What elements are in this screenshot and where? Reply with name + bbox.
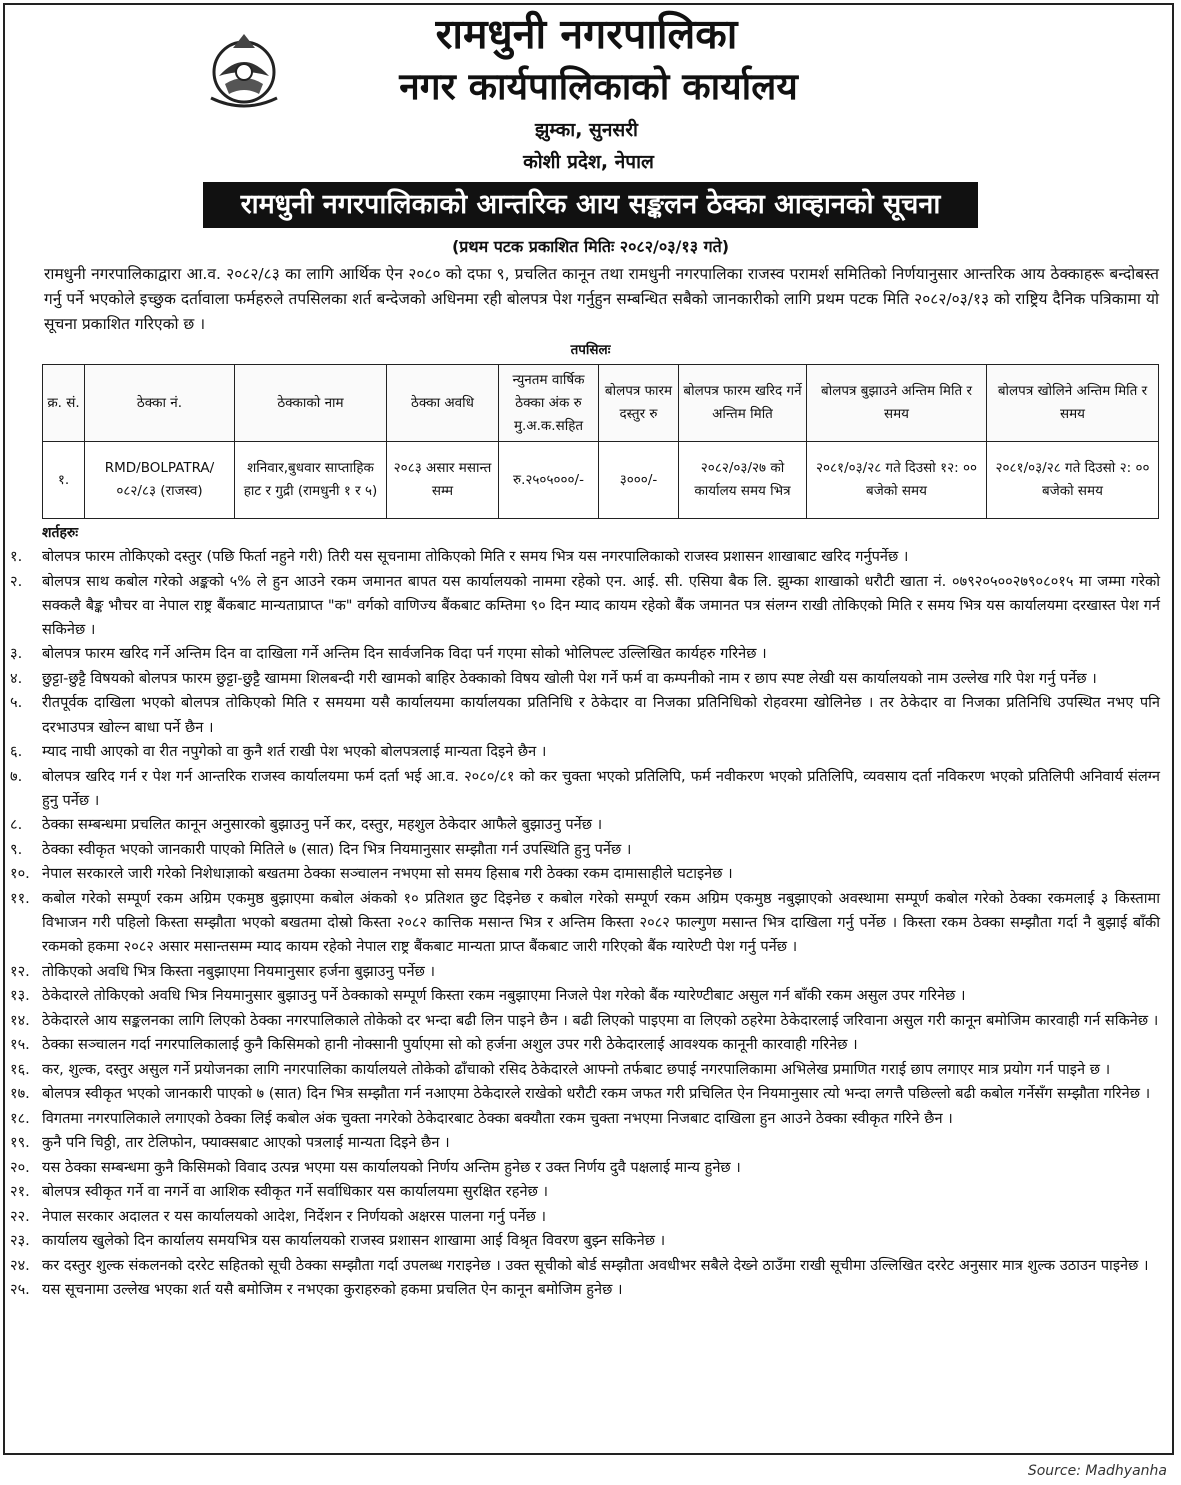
- term-number: २.: [10, 572, 23, 590]
- col-serial: क्र. सं.: [43, 365, 85, 442]
- term-text: ठेकेदारले तोकिएको अवधि भित्र नियमानुसार बुझाउनु पर्ने ठेक्काको सम्पूर्ण किस्ता रकम नबुझाएमा निजले पेश गरेको बैंक ग्यारेण्टीबाट असुल गर्न बाँकी रकम असुल उपर गरिनेछ ।: [42, 987, 966, 1005]
- col-opening-date: बोलपत्र खोलिने अन्तिम मिति र समय: [987, 365, 1159, 442]
- list-item: [10, 1205, 1160, 1229]
- term-text: बोलपत्र फारम खरिद गर्ने अन्तिम दिन वा दाखिला गर्ने अन्तिम दिन सार्वजनिक विदा पर्न गएमा सोको भोलिपल्ट उल्लिखित कार्यहरु गरिनेछ ।: [42, 645, 767, 663]
- term-text: कार्यालय खुलेको दिन कार्यालय समयभित्र यस कार्यालयको राजस्व प्रशासन शाखामा आई विश्रृत विवरण बुझ्न सकिनेछ ।: [42, 1232, 666, 1250]
- term-number: १९.: [10, 1134, 30, 1152]
- term-text: ठेकेदारले आय सङ्कलनका लागि लिएको ठेक्का नगरपालिकाले तोकेको दर भन्दा बढी लिन पाइने छैन । बढी लिएको पाइएमा वा लिएको ठहरेमा ठेकेदारलाई जरिवाना असुल गरी कानून बमोजिम कारवाही गर्न सकिनेछ ।: [42, 1011, 1159, 1029]
- office-province: कोशी प्रदेश, नेपाल: [523, 151, 654, 173]
- list-item: [10, 960, 1160, 984]
- list-item: [10, 1156, 1160, 1180]
- table-header-row: [43, 365, 1159, 442]
- list-item: [10, 838, 1160, 862]
- term-number: १७.: [10, 1085, 30, 1103]
- list-item: [10, 642, 1160, 666]
- term-text: कुनै पनि चिठ्ठी, तार टेलिफोन, फ्याक्सबाट आएको पत्रलाई मान्यता दिइने छैन ।: [42, 1134, 450, 1152]
- office-name: नगर कार्यपालिकाको कार्यालय: [399, 65, 798, 108]
- col-contract-name: ठेक्काको नाम: [235, 365, 387, 442]
- term-number: ९.: [10, 840, 23, 858]
- term-number: ३.: [10, 645, 23, 663]
- term-number: २५.: [10, 1281, 30, 1299]
- term-text: यस सूचनामा उल्लेख भएका शर्त यसै बमोजिम र नभएका कुराहरुको हकमा प्रचलित ऐन कानून बमोजिम हुनेछ ।: [42, 1281, 623, 1299]
- list-item: [10, 1180, 1160, 1204]
- term-text: ठेक्का सम्बन्धमा प्रचलित कानून अनुसारको बुझाउनु पर्ने कर, दस्तुर, महशुल ठेकेदार आफैले बुझाउनु पर्नेछ ।: [42, 816, 603, 834]
- cell-submit-deadline: २०८१/०३/२८ गते दिउसो १२: ०० बजेको समय: [807, 442, 987, 519]
- cell-contract-name: शनिवार,बुधवार साप्ताहिक हाट र गुद्री (रामधुनी १ र ५): [235, 442, 387, 519]
- col-min-amount: न्युनतम वार्षिक ठेक्का अंक रु मु.अ.क.सहित: [499, 365, 599, 442]
- term-text: नेपाल सरकार अदालत र यस कार्यालयको आदेश, निर्देशन र निर्णयको अक्षरस पालना गर्नु पर्नेछ ।: [42, 1207, 547, 1225]
- term-text: नेपाल सरकारले जारी गरेको निशेधाज्ञाको बखतमा ठेक्का सञ्चालन नभएमा सो समय हिसाब गरी ठेक्का रकम दामासाहीले घटाइनेछ ।: [42, 865, 733, 883]
- term-number: ८.: [10, 816, 23, 834]
- term-number: १५.: [10, 1036, 30, 1054]
- term-number: १६.: [10, 1060, 30, 1078]
- intro-paragraph: रामधुनी नगरपालिकाद्वारा आ.व. २०८२/८३ का लागि आर्थिक ऐन २०८० को दफा ९, प्रचलित कानून तथा रामधुनी नगरपालिका राजस्व परामर्श समितिको निर्णयानुसार आन्तरिक आय ठेक्काहरू बन्दोबस्त गर्नु पर्ने भएकोले इच्छुक दर्तावाला फर्महरुले तपसिलका शर्त बन्देजको अधिनमा रही बोलपत्र पेश गर्नुहुन सम्बन्धित सबैको जानकारीको लागि प्रथम पटक मिति २०८२/०३/१३ को राष्ट्रिय दैनिक पत्रिकामा यो सूचना प्रकाशित गरिएको छ ।: [44, 265, 1159, 333]
- term-text: बोलपत्र खरिद गर्न र पेश गर्न आन्तरिक राजस्व कार्यालयमा फर्म दर्ता भई आ.व. २०८०/८१ को कर चुक्ता भएको प्रतिलिपि, फर्म नवीकरण भएको प्रतिलिपि, व्यवसाय दर्ता नविकरण भएको प्रतिलिपी अनिवार्य संलग्न हुनु पर्नेछ ।: [42, 767, 1160, 809]
- list-item: [10, 1058, 1160, 1082]
- publish-date: (प्रथम पटक प्रकाशित मितिः २०८२/०३/१३ गते): [451, 237, 730, 256]
- list-item: [10, 667, 1160, 691]
- term-number: १४.: [10, 1011, 30, 1029]
- list-item: [10, 887, 1160, 960]
- term-number: ७.: [10, 767, 23, 785]
- notice-title: रामधुनी नगरपालिकाको आन्तरिक आय सङ्कलन ठेक्का आव्हानको सूचना: [203, 182, 978, 228]
- table-row: [43, 442, 1159, 519]
- list-item: [10, 1009, 1160, 1033]
- term-number: ५.: [10, 694, 23, 712]
- term-number: २०.: [10, 1158, 30, 1176]
- term-number: ११.: [10, 889, 30, 907]
- term-number: २३.: [10, 1232, 30, 1250]
- list-item: [10, 1107, 1160, 1131]
- cell-purchase-deadline: २०८२/०३/२७ को कार्यालय समय भित्र: [679, 442, 807, 519]
- list-item: [10, 691, 1160, 739]
- term-text: बोलपत्र स्वीकृत गर्ने वा नगर्ने वा आशिक स्वीकृत गर्ने सर्वाधिकार यस कार्यालयमा सुरक्षित रहनेछ ।: [42, 1183, 549, 1201]
- term-text: बोलपत्र फारम तोकिएको दस्तुर (पछि फिर्ता नहुने गरी) तिरी यस सूचनामा तोकिएको मिति र समय भित्र यस नगरपालिकाको राजस्व प्रशासन शाखाबाट खरिद गर्नुपर्नेछ ।: [42, 548, 909, 565]
- list-item: [10, 1229, 1160, 1253]
- details-label: तपसिलः: [570, 342, 611, 358]
- term-text: छुट्टा-छुट्टै विषयको बोलपत्र फारम छुट्टा-छुट्टै खाममा शिलबन्दी गरी खामको बाहिर ठेक्काको विषय खोली पेश गर्ने फर्म वा कम्पनीको नाम र छाप स्पष्ट लेखी यस कार्यालयको नाम उल्लेख गरि पेश गर्नु पर्नेछ ।: [42, 669, 1097, 687]
- term-number: १०.: [10, 865, 30, 883]
- col-purchase-deadline: बोलपत्र फारम खरिद गर्ने अन्तिम मिति: [679, 365, 807, 442]
- term-number: २२.: [10, 1207, 30, 1225]
- cell-duration: २०८३ असार मसान्त सम्म: [387, 442, 499, 519]
- office-location: झुम्का, सुनसरी: [535, 119, 638, 141]
- cell-min-amount: रु.२५०५०००/-: [499, 442, 599, 519]
- list-item: [10, 1131, 1160, 1155]
- terms-list: [10, 545, 1160, 1303]
- list-item: [10, 1033, 1160, 1057]
- term-text: विगतमा नगरपालिकाले लगाएको ठेक्का लिई कबोल अंक चुक्ता नगरेको ठेकेदारबाट ठेक्का बक्यौता रकम चुक्ता नभएमा निजबाट दाखिला हुन आउने ठेक्का स्वीकृत गरिने छैन ।: [42, 1109, 953, 1127]
- list-item: [10, 813, 1160, 837]
- list-item: [10, 545, 1160, 569]
- cell-opening-date: २०८१/०३/२८ गते दिउसो २: ०० बजेको समय: [987, 442, 1159, 519]
- col-form-fee: बोलपत्र फारम दस्तुर रु: [599, 365, 679, 442]
- term-number: १३.: [10, 987, 30, 1005]
- term-text: तोकिएको अवधि भित्र किस्ता नबुझाएमा नियमानुसार हर्जना बुझाउनु पर्नेछ ।: [42, 962, 436, 980]
- col-submit-deadline: बोलपत्र बुझाउने अन्तिम मिति र समय: [807, 365, 987, 442]
- list-item: [10, 1254, 1160, 1278]
- term-number: ६.: [10, 743, 23, 761]
- term-text: म्याद नाघी आएको वा रीत नपुगेको वा कुनै शर्त राखी पेश भएको बोलपत्रलाई मान्यता दिइने छैन ।: [42, 743, 547, 761]
- list-item: [10, 765, 1160, 813]
- term-number: ४.: [10, 669, 23, 687]
- cell-form-fee: ३०००/-: [599, 442, 679, 519]
- cell-serial: १.: [43, 442, 85, 519]
- cell-contract-no: RMD/BOLPATRA/ ०८२/८३ (राजस्व): [85, 442, 235, 519]
- term-text: बोलपत्र स्वीकृत भएको जानकारी पाएको ७ (सात) दिन भित्र सम्झौता गर्न नआएमा ठेकेदारले राखेको धरौटी रकम जफत गरी प्रचिलित ऐन नियमानुसार त्यो भन्दा लगत्तै पछिल्लो बढी कबोल गर्नेसँग सम्झौता गरिनेछ ।: [42, 1085, 1151, 1103]
- term-text: यस ठेक्का सम्बन्धमा कुनै किसिमको विवाद उत्पन्न भएमा यस कार्यालयको निर्णय अन्तिम हुनेछ र उक्त निर्णय दुवै पक्षलाई मान्य हुनेछ ।: [42, 1158, 741, 1176]
- list-item: [10, 1278, 1160, 1302]
- list-item: [10, 862, 1160, 886]
- contract-table: [42, 364, 1159, 519]
- term-text: कर दस्तुर शुल्क संकलनको दररेट सहितको सूची ठेक्का सम्झौता गर्दा उपलब्ध गराइनेछ । उक्त सूचीको बोर्ड सम्झौता अवधीभर सबैले देख्ने ठाउँमा राखी सूचीमा उल्लिखित दररेट अनुसार मात्र शुल्क उठाउन पाइनेछ ।: [42, 1256, 1149, 1274]
- list-item: [10, 570, 1160, 643]
- term-text: कर, शुल्क, दस्तुर असुल गर्ने प्रयोजनका लागि नगरपालिका कार्यालयले तोकेको ढाँचाको रसिद ठेकेदारले आफ्नो तर्फबाट छपाई नगरपालिकामा अभिलेख प्रमाणित गराई छाप लगाएर मात्र प्रयोग गर्न पाइने छ ।: [42, 1060, 1111, 1078]
- term-number: १२.: [10, 962, 30, 980]
- term-text: ठेक्का सञ्चालन गर्दा नगरपालिकालाई कुनै किसिमको हानी नोक्सानी पुर्याएमा सो को हर्जना अशुल उपर गरी ठेकेदारलाई आवश्यक कानूनी कारवाही गरिनेछ ।: [42, 1036, 858, 1054]
- term-text: बोलपत्र साथ कबोल गरेको अङ्कको ५% ले हुन आउने रकम जमानत बापत यस कार्यालयको नाममा रहेको एन. आई. सी. एसिया बैक लि. झुम्का शाखाको धरौटी खाता नं. ०७९२०५००२७९०८०१५ मा जम्मा गरेको सक्कलै बैङ्क भौचर वा नेपाल राष्ट्र बैंकबाट मान्यताप्राप्त "क" वर्गको वाणिज्य बैंकबाट कम्तिमा ९० दिन म्याद कायम रहेको बैंक जमानत पत्र संलग्न राखी तोकिएको मिति र समय भित्र यस कार्यालयमा दरखास्त पेश गर्न सकिनेछ ।: [42, 572, 1160, 638]
- col-contract-no: ठेक्का नं.: [85, 365, 235, 442]
- col-duration: ठेक्का अवधि: [387, 365, 499, 442]
- terms-heading: शर्तहरुः: [42, 525, 79, 541]
- term-number: २१.: [10, 1183, 30, 1201]
- source-credit: Source: Madhyanha: [1027, 1463, 1167, 1479]
- term-text: ठेक्का स्वीकृत भएको जानकारी पाएको मितिले ७ (सात) दिन भित्र नियमानुसार सम्झौता गर्न उपस्थिति हुनु पर्नेछ ।: [42, 840, 632, 858]
- list-item: [10, 984, 1160, 1008]
- list-item: [10, 1082, 1160, 1106]
- term-number: १.: [10, 548, 23, 565]
- term-text: कबोल गरेको सम्पूर्ण रकम अग्रिम एकमुष्ठ बुझाएमा कबोल अंकको १० प्रतिशत छुट दिइनेछ र कबोल गरेको सम्पूर्ण रकम अग्रिम एकमुष्ठ नबुझाएको अवस्थामा सम्पूर्ण कबोल गरेको ठेक्का रकमलाई ३ किस्तामा विभाजन गरी पहिलो किस्ता सम्झौता भएको बखतमा दोस्रो किस्ता २०८२ कात्तिक मसान्त भित्र र अन्तिम किस्ता २०८२ फाल्गुण मसान्त भित्र दाखिला गर्नु पर्नेछ । किस्ता रकम ठेक्का सम्झौता गर्दा नै बुझाई बाँकी रकमको हकमा २०८२ असार मसान्तसम्म म्याद कायम रहेको नेपाल राष्ट्र बैंकबाट मान्यता प्राप्त बैंकबाट जारी गरिएको बैंक ग्यारेण्टी पेश गर्नु पर्नेछ ।: [42, 889, 1160, 956]
- term-number: १८.: [10, 1109, 30, 1127]
- list-item: [10, 740, 1160, 764]
- term-text: रीतपूर्वक दाखिला भएको बोलपत्र तोकिएको मिति र समयमा यसै कार्यालयमा कार्यालयका प्रतिनिधि र ठेकेदार वा निजका प्रतिनिधिको रोहवरमा खोलिनेछ । तर ठेकेदार वा निजका प्रतिनिधि उपस्थित नभए पनि दरभाउपत्र खोल्न बाधा पर्ने छैन ।: [42, 694, 1160, 736]
- municipality-name: रामधुनी नगरपालिका: [435, 10, 738, 58]
- term-number: २४.: [10, 1256, 30, 1274]
